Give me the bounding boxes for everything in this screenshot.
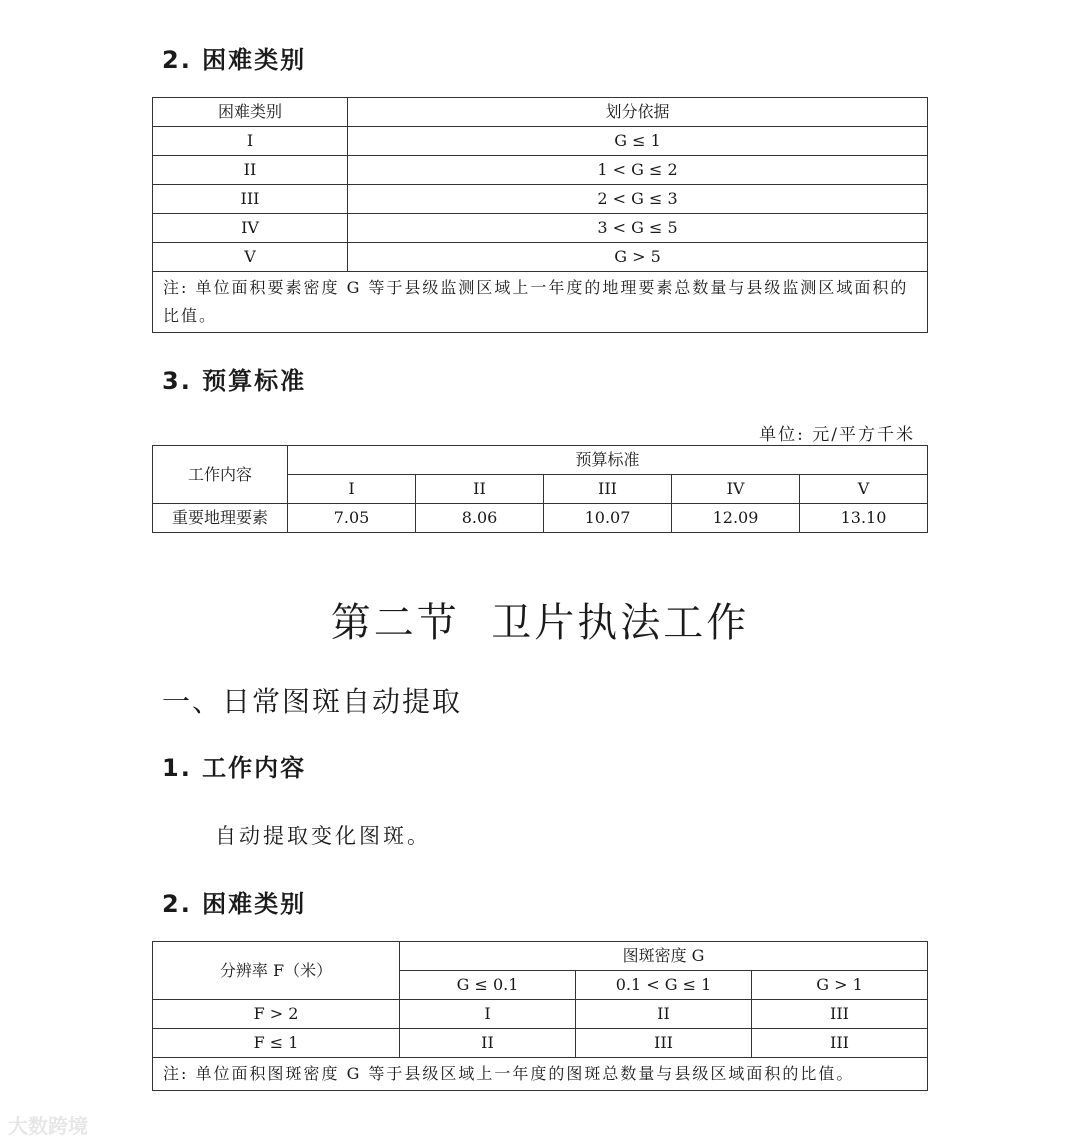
density-range-header: 0.1 < G ≤ 1 [576, 971, 752, 1000]
table-header-category: 困难类别 [153, 98, 348, 127]
table-header-density: 图斑密度 G [400, 942, 928, 971]
subsection-title: 一、日常图斑自动提取 [162, 685, 463, 718]
row-criteria: 3 < G ≤ 5 [348, 214, 928, 243]
row-level: IV [153, 214, 348, 243]
row-level: V [153, 243, 348, 272]
difficulty-cell: III [752, 1000, 928, 1029]
budget-table [152, 445, 928, 533]
table-header-resolution: 分辨率 F（米） [153, 942, 400, 1000]
row-level: II [153, 156, 348, 185]
row-criteria: G > 5 [348, 243, 928, 272]
table-row [153, 504, 928, 533]
resolution-label: F > 2 [153, 1000, 400, 1029]
budget-value: 7.05 [288, 504, 416, 533]
density-table [152, 941, 928, 1091]
row-criteria: 2 < G ≤ 3 [348, 185, 928, 214]
level-header: II [416, 475, 544, 504]
unit-label: 单位: 元/平方千米 [759, 425, 915, 445]
budget-heading: 3. 预算标准 [162, 367, 307, 395]
budget-value: 10.07 [544, 504, 672, 533]
work-content-text: 自动提取变化图斑。 [215, 824, 431, 848]
level-header: I [288, 475, 416, 504]
level-header: IV [672, 475, 800, 504]
difficulty-cell: III [752, 1029, 928, 1058]
row-criteria: G ≤ 1 [348, 127, 928, 156]
table-row [153, 1029, 928, 1058]
resolution-label: F ≤ 1 [153, 1029, 400, 1058]
table-header-criteria: 划分依据 [348, 98, 928, 127]
row-criteria: 1 < G ≤ 2 [348, 156, 928, 185]
budget-value: 13.10 [800, 504, 928, 533]
row-level: III [153, 185, 348, 214]
row-level: I [153, 127, 348, 156]
difficulty-table [152, 97, 928, 333]
difficulty-heading: 2. 困难类别 [162, 46, 307, 74]
difficulty-cell: III [576, 1029, 752, 1058]
budget-value: 12.09 [672, 504, 800, 533]
row-label: 重要地理要素 [153, 504, 288, 533]
difficulty-heading-2: 2. 困难类别 [162, 890, 307, 918]
table-row [153, 127, 928, 156]
table-row [153, 185, 928, 214]
density-range-header: G ≤ 0.1 [400, 971, 576, 1000]
difficulty-cell: I [400, 1000, 576, 1029]
table-header-budget: 预算标准 [288, 446, 928, 475]
table-header-work: 工作内容 [153, 446, 288, 504]
table-row [153, 156, 928, 185]
level-header: V [800, 475, 928, 504]
difficulty-cell: II [400, 1029, 576, 1058]
level-header: III [544, 475, 672, 504]
table-note: 注: 单位面积图斑密度 G 等于县级区域上一年度的图斑总数量与县级区域面积的比值。 [153, 1058, 928, 1091]
work-content-heading: 1. 工作内容 [162, 754, 307, 782]
section-title: 第二节 卫片执法工作 [330, 600, 750, 646]
table-row [153, 243, 928, 272]
density-range-header: G > 1 [752, 971, 928, 1000]
table-row [153, 1000, 928, 1029]
table-row [153, 214, 928, 243]
watermark: 大数跨境 [8, 1114, 88, 1138]
table-note: 注: 单位面积要素密度 G 等于县级监测区域上一年度的地理要素总数量与县级监测区域面积的比值。 [153, 272, 928, 333]
budget-value: 8.06 [416, 504, 544, 533]
difficulty-cell: II [576, 1000, 752, 1029]
